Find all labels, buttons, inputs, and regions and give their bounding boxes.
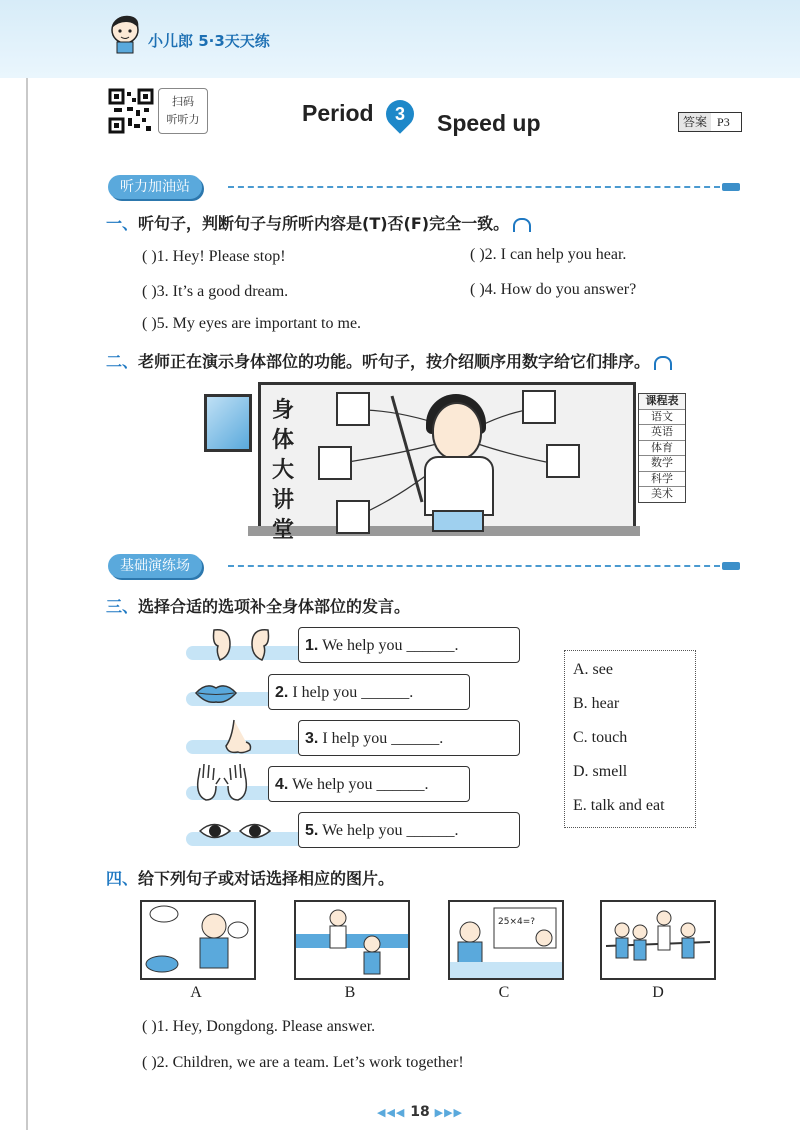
page-spine [26,0,28,1130]
option-e: E. talk and eat [573,797,665,814]
part1-item-3: ( )3. It’s a good dream. [142,283,289,300]
option-a: A. see [573,661,613,678]
part1-item-1: ( )1. Hey! Please stop! [142,248,286,265]
picture-d [600,900,716,980]
row-text: We help you ______. [322,637,459,654]
row-text: We help you ______. [292,776,429,793]
part2-marker: 二、 [106,352,139,371]
teacher-skirt [432,510,484,532]
board-title-char: 大 [272,458,295,483]
lips-icon [194,680,238,706]
section-divider [228,565,720,567]
row-number: 4. [275,776,289,793]
classroom-window [204,394,252,452]
row-text: We help you ______. [322,822,459,839]
timetable-row: 美术 [639,486,685,502]
picture-c-scene [450,902,562,978]
timetable-row: 科学 [639,471,685,487]
answer-box[interactable] [546,444,580,478]
headphone-icon [513,218,531,232]
answer-box[interactable] [336,500,370,534]
picture-label-a: A [190,984,202,1001]
section-listening-pill: 听力加油站 [108,175,202,199]
answer-box[interactable] [318,446,352,480]
board-title-char: 体 [272,428,295,453]
pencil-icon [722,562,740,570]
pencil-icon [722,183,740,191]
picture-a-scene [142,902,254,978]
part1-heading [106,211,531,234]
qr-code-icon[interactable] [108,88,154,134]
brand-title: 小儿郎 5·3天天练 [148,32,270,50]
part4-instruction: 给下列句子或对话选择相应的图片。 [138,869,395,888]
scan-label-line2: 听听力 [166,113,200,126]
hands-icon [194,762,250,802]
part1-item-2: ( )2. I can help you hear. [470,246,627,263]
timetable-row: 语文 [639,409,685,425]
section-basics-pill: 基础演练场 [108,554,202,578]
board-title-char: 堂 [272,518,295,543]
picture-label-c: C [498,984,510,1001]
part2-instruction: 老师正在演示身体部位的功能。听句子，按介绍顺序用数字给它们排序。 [138,352,651,371]
picture-label-d: D [652,984,664,1001]
timetable [638,393,686,503]
speech-box [268,766,470,802]
period-number: 3 [394,104,405,124]
right-arrows-icon: ▶▶▶ [434,1106,463,1119]
timetable-row: 数学 [639,455,685,471]
part4-item-1: ( )1. Hey, Dongdong. Please answer. [142,1018,376,1035]
option-d: D. smell [573,763,628,780]
page-footer [360,1104,480,1120]
timetable-row: 体育 [639,440,685,456]
teacher-face [432,402,482,460]
eyes-icon [198,818,274,844]
scan-label-line1: 扫码 [172,95,194,108]
part4-marker: 四、 [106,869,139,888]
options-box [564,650,696,828]
answer-box[interactable] [522,390,556,424]
lesson-title: Speed up [437,110,541,136]
section-divider [228,186,720,188]
page-number: 18 [410,1104,430,1120]
answer-label: 答案 [679,113,711,131]
timetable-row: 英语 [639,424,685,440]
part3-heading [106,594,410,617]
answer-box[interactable] [336,392,370,426]
part1-marker: 一、 [106,214,139,233]
speech-box [298,720,520,756]
row-number: 2. [275,684,289,701]
answer-reference [678,112,742,132]
picture-b [294,900,410,980]
picture-a [140,900,256,980]
row-text: I help you ______. [292,684,414,701]
part3-instruction: 选择合适的选项补全身体部位的发言。 [138,597,411,616]
left-arrows-icon: ◀◀◀ [376,1106,406,1119]
speech-box [298,627,520,663]
scan-to-listen-label [158,88,208,134]
option-b: B. hear [573,695,620,712]
board-title-char: 身 [272,398,295,423]
part1-item-5: ( )5. My eyes are important to me. [142,315,362,332]
row-number: 5. [305,822,319,839]
row-number: 1. [305,637,319,654]
row-number: 3. [305,730,319,747]
part3-marker: 三、 [106,597,139,616]
part4-heading [106,866,394,889]
part2-heading [106,349,672,372]
row-text: I help you ______. [322,730,444,747]
picture-c [448,900,564,980]
picture-d-scene [602,902,714,978]
picture-b-scene [296,902,408,978]
picture-label-b: B [344,984,356,1001]
part1-item-4: ( )4. How do you answer? [470,281,637,298]
speech-box [268,674,470,710]
mascot-icon [108,12,142,54]
board-title-char: 讲 [272,488,295,513]
period-word: Period [302,100,374,126]
part4-item-2: ( )2. Children, we are a team. Let’s work together! [142,1054,464,1071]
part1-instruction: 听句子，判断句子与所听内容是(T)否(F)完全一致。 [138,214,510,233]
timetable-header: 课程表 [639,394,685,409]
speech-box [298,812,520,848]
ears-icon [206,626,276,664]
headphone-icon [654,356,672,370]
nose-icon [222,718,256,756]
teacher-body [424,456,494,516]
option-c: C. touch [573,729,628,746]
board-equation: 25×4=? [498,917,536,927]
answer-page: P3 [717,115,730,129]
period-number-badge [380,94,420,134]
